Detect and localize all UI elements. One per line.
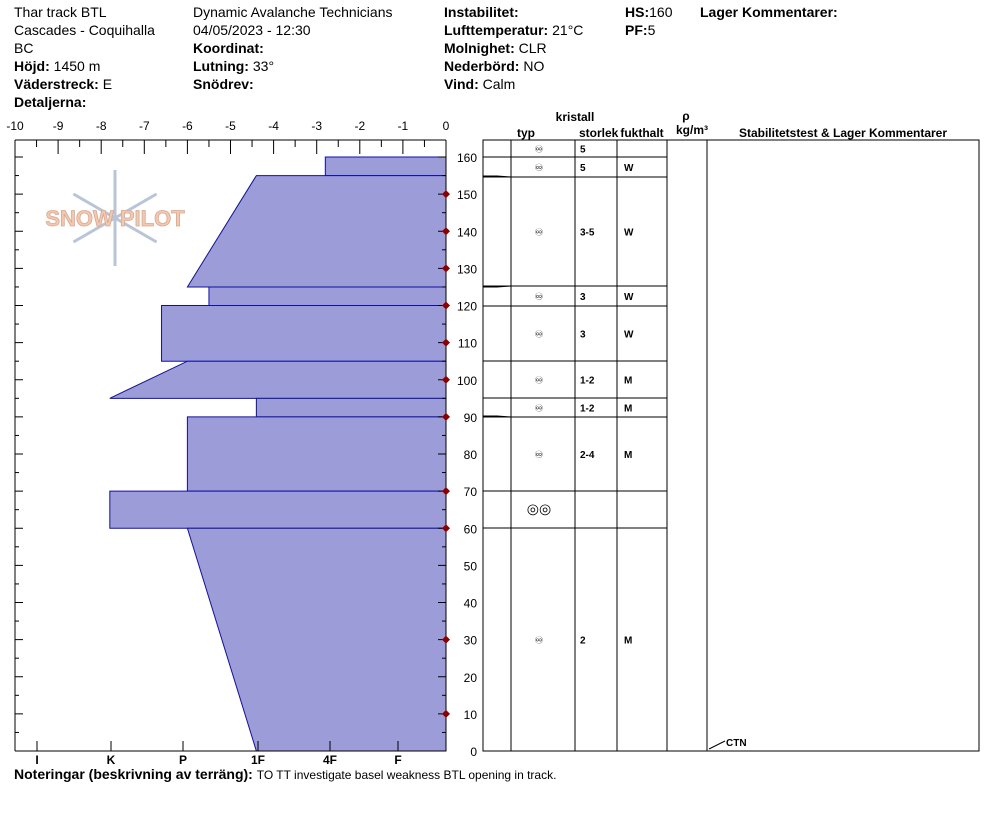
elevation-row: Höjd: 1450 m	[14, 58, 101, 74]
hardness-layer	[110, 361, 446, 398]
height-tick-label: 60	[463, 522, 477, 537]
height-tick-label: 120	[456, 299, 477, 314]
observer-name: Dynamic Avalanche Technicians	[193, 4, 393, 20]
notes-row	[14, 766, 556, 782]
temp-tick-label: -5	[225, 119, 236, 133]
hardness-layer	[187, 528, 446, 751]
observation-datetime: 04/05/2023 - 12:30	[193, 22, 311, 38]
height-tick-label: 70	[463, 485, 477, 500]
location-name: Thar track BTL	[14, 4, 107, 20]
hardness-tick-label: P	[178, 753, 188, 767]
precip-row: Nederbörd: NO	[444, 58, 545, 74]
moisture-cell: W	[624, 292, 634, 303]
temp-tick-label: -8	[95, 119, 107, 133]
temp-tick-label: -3	[311, 119, 323, 133]
layer-table	[483, 109, 979, 751]
moisture-header: fukthalt	[620, 126, 664, 140]
grain-type-icon: ♾	[534, 227, 544, 239]
hardness-tick-label: F	[394, 753, 402, 767]
height-tick-label: 90	[463, 410, 477, 425]
hardness-tick-label: 1F	[250, 753, 266, 767]
grain-size-cell: 3	[580, 292, 586, 303]
grain-size-cell: 3	[580, 329, 586, 341]
region-name: Cascades - Coquihalla	[14, 22, 155, 38]
height-tick-label: 160	[456, 151, 477, 165]
grain-type-icon: ♾	[534, 450, 544, 461]
grain-type-icon-rounded: ◎◎	[526, 501, 552, 518]
notes-text: TO TT investigate basel weakness BTL opening in track.	[256, 768, 557, 782]
drift-row: Snödrev:	[193, 76, 254, 92]
notes-label: Noteringar (beskrivning av terräng):	[14, 766, 253, 782]
air-temp-row: Lufttemperatur: 21°C	[444, 22, 584, 38]
temp-tick-label: -10	[6, 119, 24, 133]
moisture-cell: W	[624, 329, 634, 341]
density-symbol: ρ	[682, 109, 690, 123]
temp-tick-label: -6	[182, 119, 193, 133]
hardness-tick-label: K	[106, 753, 116, 767]
grain-type-icon: ♾	[534, 292, 544, 303]
slope-row: Lutning: 33°	[193, 58, 275, 74]
grain-size-cell: 5	[580, 163, 586, 174]
table-frame	[483, 140, 979, 751]
temp-tick-label: 0	[442, 119, 450, 133]
grain-size-cell: 3-5	[580, 227, 595, 239]
hardness-layer	[209, 287, 446, 306]
hardness-tick-label: I	[35, 753, 39, 767]
moisture-cell: W	[624, 163, 634, 174]
temp-tick-label: -1	[397, 119, 409, 133]
grain-type-icon: ♾	[534, 329, 544, 341]
grain-size-cell: 5	[580, 144, 586, 156]
stability-pointer	[709, 741, 725, 749]
temp-tick-label: -2	[354, 119, 366, 133]
hardness-layer	[162, 306, 446, 362]
height-tick-label: 30	[463, 633, 477, 648]
moisture-cell: M	[624, 403, 633, 415]
height-tick-label: 150	[456, 188, 477, 203]
watermark-text: SNOW PILOT	[45, 206, 185, 231]
hs-row: HS:160	[625, 4, 673, 20]
grain-size-cell: 2	[580, 635, 586, 647]
height-tick-label: 110	[457, 336, 477, 351]
stability-test-label: CTN	[726, 738, 747, 749]
hardness-layer	[256, 398, 446, 417]
height-tick-label: 10	[463, 707, 477, 722]
moisture-cell: M	[624, 450, 633, 461]
temp-tick-label: -7	[138, 119, 150, 133]
pf-row: PF:5	[625, 22, 656, 38]
hardness-layer	[187, 176, 446, 287]
temp-tick-label: -4	[268, 119, 279, 133]
height-tick-label: 100	[456, 373, 477, 388]
grain-type-icon: ♾	[534, 163, 544, 174]
moisture-cell: M	[624, 635, 633, 647]
height-tick-label: 0	[470, 745, 477, 759]
hardness-profile	[110, 157, 446, 751]
grain-size-cell: 1-2	[580, 403, 595, 415]
height-tick-label: 130	[456, 262, 477, 277]
moisture-cell: W	[624, 227, 634, 239]
layer-comments-header: Lager Kommentarer:	[700, 4, 838, 20]
type-header: typ	[517, 126, 535, 140]
grain-type-icon: ♾	[534, 403, 544, 415]
hardness-layer	[325, 157, 446, 176]
aspect-row: Väderstreck: E	[14, 76, 113, 92]
cloud-row: Molnighet: CLR	[444, 40, 547, 56]
height-tick-label: 140	[456, 225, 477, 240]
grain-type-icon: ♾	[534, 635, 544, 647]
hardness-tick-label: 4F	[322, 753, 338, 767]
grain-size-cell: 1-2	[580, 375, 595, 387]
grain-type-icon: ♾	[534, 375, 544, 387]
height-tick-label: 50	[463, 559, 477, 574]
grain-type-icon: ♾	[534, 144, 544, 156]
crystal-header: kristall	[555, 110, 595, 124]
temp-tick-label: -9	[52, 119, 64, 133]
stability-header: Stabilitetstest & Lager Kommentarer	[738, 126, 948, 140]
height-tick-label: 80	[463, 448, 477, 462]
height-tick-label: 20	[463, 670, 477, 685]
hardness-layer	[110, 491, 446, 528]
coordinate-row: Koordinat:	[193, 40, 264, 56]
wind-row: Vind: Calm	[444, 76, 516, 92]
moisture-cell: M	[624, 375, 633, 387]
snowpilot-watermark	[45, 170, 185, 266]
density-unit: kg/m³	[675, 123, 709, 137]
hardness-layer	[187, 417, 446, 491]
state-name: BC	[14, 40, 34, 56]
details-row: Detaljerna:	[14, 94, 87, 110]
size-header: storlek	[579, 126, 619, 140]
instability-row: Instabilitet:	[444, 4, 519, 20]
height-tick-label: 40	[463, 596, 477, 611]
grain-size-cell: 2-4	[580, 450, 595, 461]
